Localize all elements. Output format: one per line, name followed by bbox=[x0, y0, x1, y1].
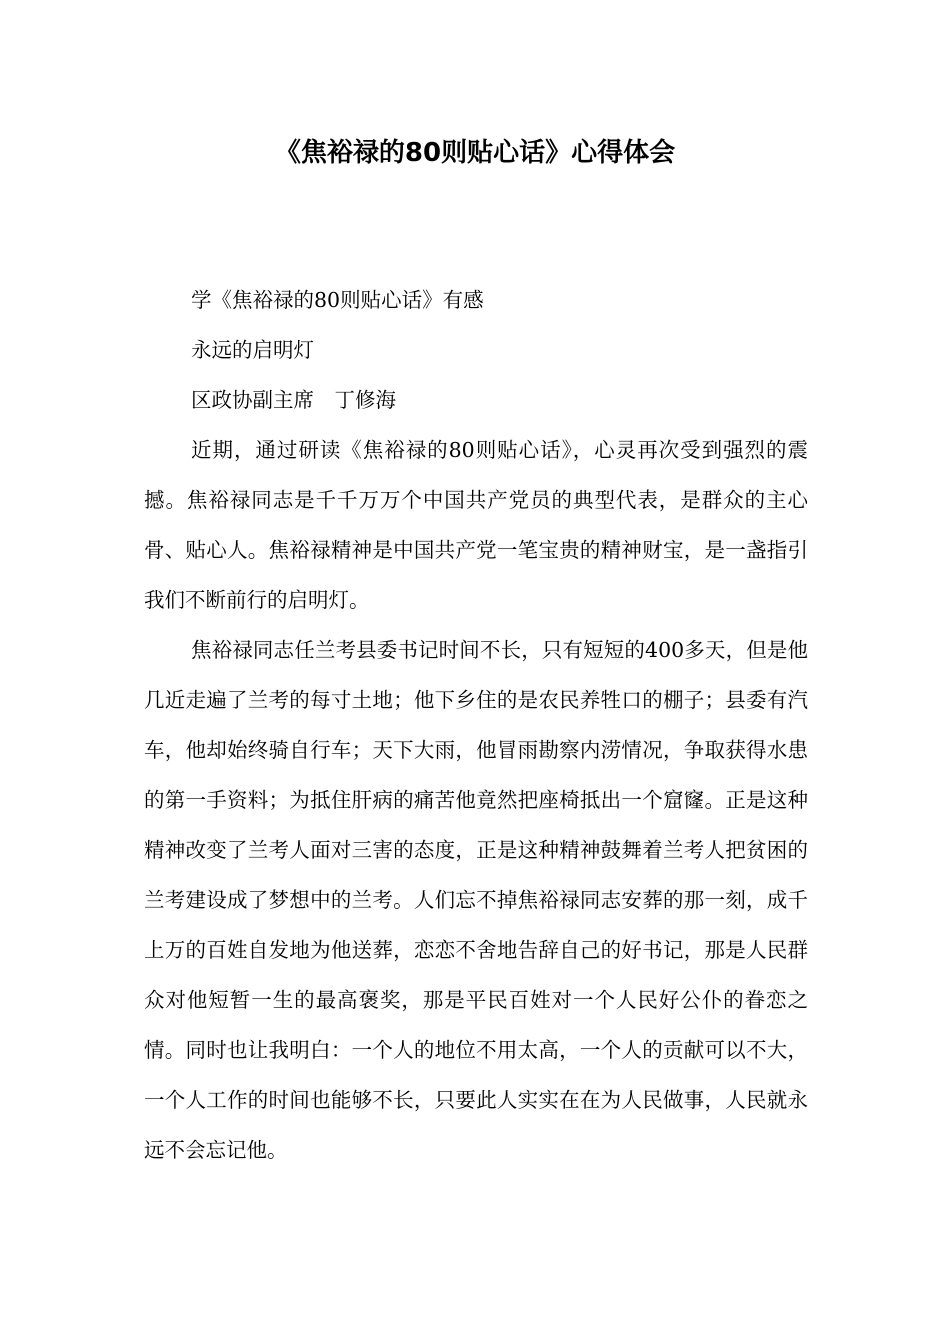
document-body bbox=[144, 275, 808, 1175]
document-subtitle: 学《焦裕禄的80则贴心话》有感 bbox=[191, 288, 484, 312]
body-paragraph: 近期，通过研读《焦裕禄的80则贴心话》，心灵再次受到强烈的震撼。焦裕禄同志是千千万万个中国共产党员的典型代表，是群众的主心骨、贴心人。焦裕禄精神是中国共产党一笔宝贵的精神财宝，是一盏指引我们不断前行的启明灯。 bbox=[144, 438, 808, 612]
body-paragraph: 焦裕禄同志任兰考县委书记时间不长，只有短短的400多天，但是他几近走遍了兰考的每寸土地；他下乡住的是农民养牲口的棚子；县委有汽车，他却始终骑自行车；天下大雨，他冒雨勘察内涝情况，争取获得水患的第一手资料；为抵住肝病的痛苦他竟然把座椅抵出一个窟窿。正是这种精神改变了兰考人面对三害的态度，正是这种精神鼓舞着兰考人把贫困的兰考建设成了梦想中的兰考。人们忘不掉焦裕禄同志安葬的那一刻，成千上万的百姓自发地为他送葬，恋恋不舍地告辞自己的好书记，那是人民群众对他短暂一生的最高褒奖，那是平民百姓对一个人民好公仆的眷恋之情。同时也让我明白：一个人的地位不用太高，一个人的贡献可以不大，一个人工作的时间也能够不长，只要此人实实在在为人民做事，人民就永远不会忘记他。 bbox=[144, 638, 808, 1162]
section-heading: 永远的启明灯 bbox=[191, 338, 314, 362]
document-title: 《焦裕禄的80则贴心话》心得体会 bbox=[274, 138, 676, 168]
author-line: 区政协副主席 丁修海 bbox=[191, 388, 396, 412]
